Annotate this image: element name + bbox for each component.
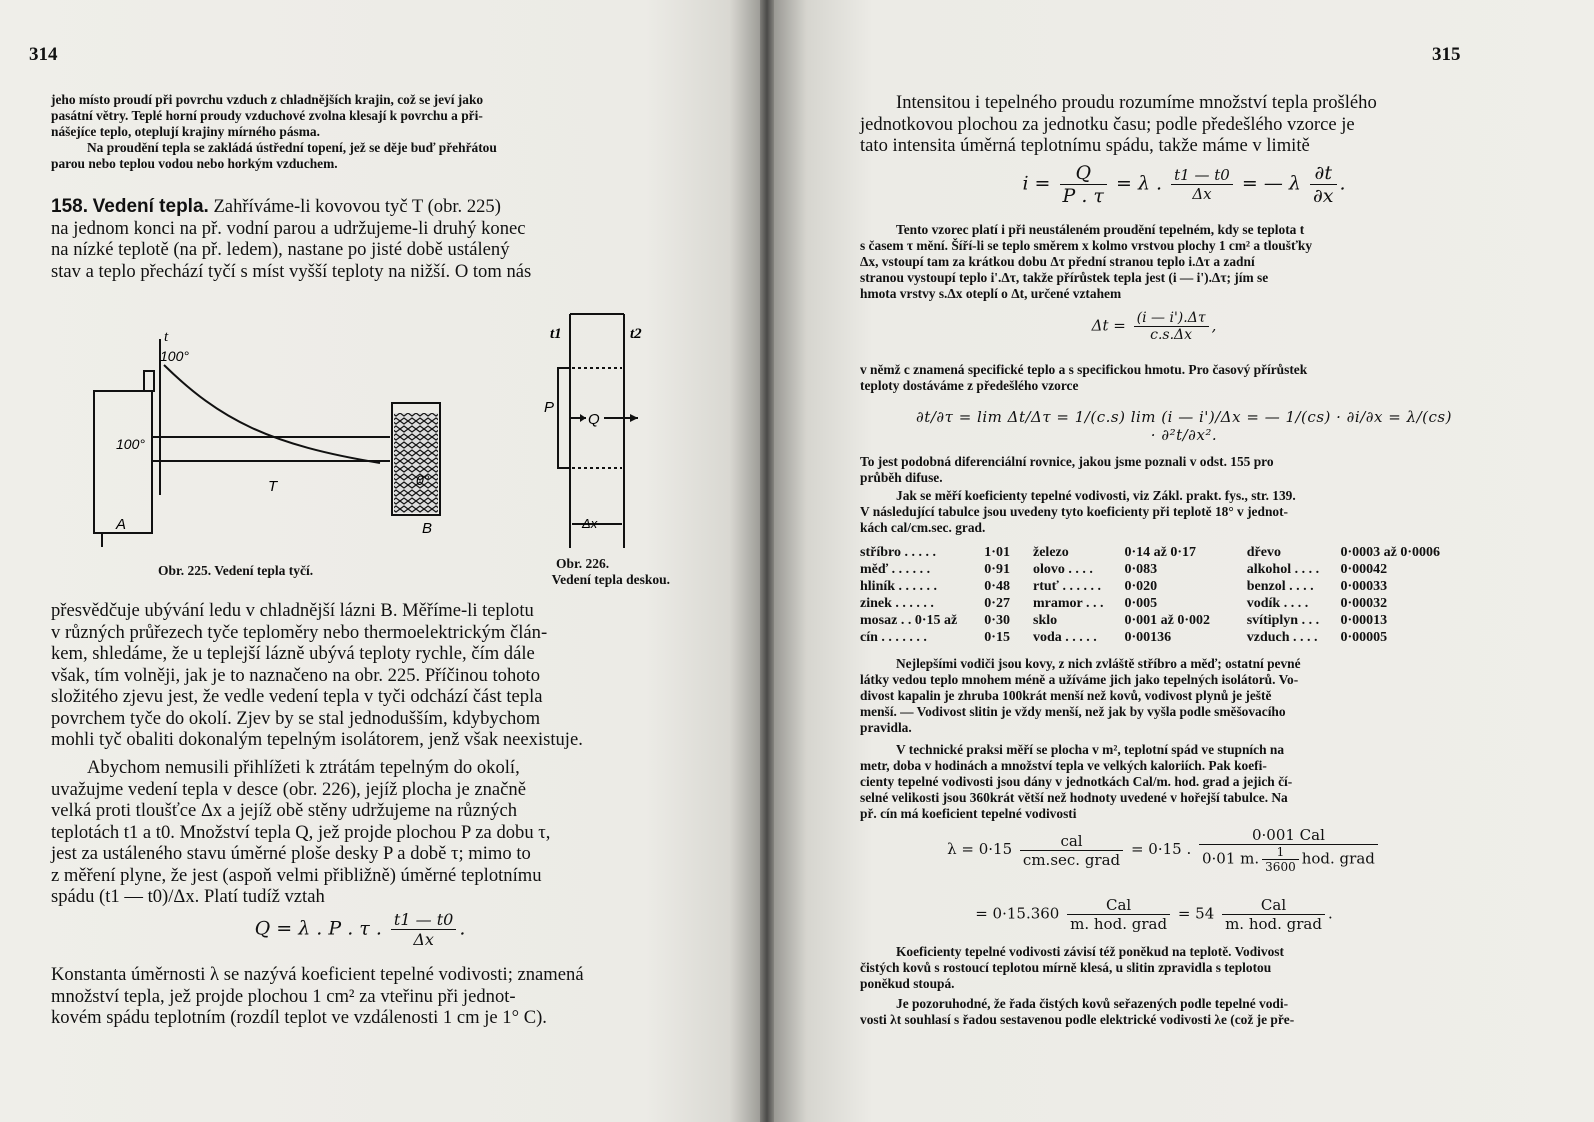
section-title: Vedení tepla. <box>92 196 209 217</box>
table-cell: 0·15 <box>984 629 1010 645</box>
text-line: v různých průřezech tyče teploměry nebo thermoelektrickým člán- <box>51 621 548 643</box>
text-line: na jednom konci na př. vodní parou a udržujeme-li druhý konec <box>51 217 526 239</box>
text-line: Na proudění tepla se zakládá ústřední topení, jež se děje buď přehřátou <box>87 140 497 155</box>
fig225-label-A: A <box>116 516 127 533</box>
text-line: cienty tepelné vodivosti jsou dány v jednotkách Cal/m. hod. grad a jejich čí- <box>860 774 1293 789</box>
text-line: z měření plyne, že jest (aspoň velmi přibližně) úměrné teplotnímu <box>51 864 542 886</box>
right-page <box>774 0 1594 1122</box>
formula-mid: = 54 <box>1177 904 1215 923</box>
table-cell: hliník . . . . . . <box>860 578 938 594</box>
fraction-denominator: 3600 <box>1265 860 1296 874</box>
text-line: uvažujme vedení tepla v desce (obr. 226), jejíž plocha je značně <box>51 778 526 800</box>
fraction-denominator: Δx <box>413 930 434 949</box>
fraction-numerator: 1 <box>1262 845 1299 860</box>
text-line: vosti λt souhlasí s řadou sestavenou podle elektrické vodivosti λe (což je pře- <box>860 1012 1295 1027</box>
text-line: velká proti tloušťce Δx a jejíž obě stěny udržujeme na různých <box>51 800 517 821</box>
fraction-denominator: m. hod. grad <box>1225 915 1322 933</box>
text-line: kovém spádu teplotním (rozdíl teplot ve vzdálenosti 1 cm je 1° C). <box>51 1007 547 1028</box>
text-line: hmota vrstvy s.Δx oteplí o Δt, určené vztahem <box>860 286 1122 301</box>
formula-fraction <box>1134 310 1209 343</box>
page-number-left: 314 <box>29 44 58 65</box>
table-cell: 0·27 <box>984 595 1010 611</box>
text-line: pravidla. <box>860 720 912 735</box>
fig226-label-t2: t2 <box>630 326 642 342</box>
formula-i <box>974 162 1394 207</box>
table-cell: dřevo <box>1246 544 1281 560</box>
table-cell: 0·30 <box>984 612 1010 628</box>
fraction-denominator: cm.sec. grad <box>1022 850 1121 869</box>
text-line: metr, doba v hodinách a množství tepla ve velkých kaloriích. Pak koefi- <box>860 758 1267 773</box>
fraction-numerator: 0·001 Cal <box>1199 826 1378 845</box>
fraction-denominator: ∂x <box>1312 185 1334 207</box>
formula-fraction <box>1020 832 1123 869</box>
fraction-numerator: t1 — t0 <box>1171 166 1233 185</box>
top-paragraph <box>51 92 669 172</box>
fig226-caption-line: Vedení tepla deskou. <box>551 572 670 587</box>
figure-226 <box>538 300 658 550</box>
table-cell: 0·00136 <box>1124 629 1172 645</box>
fig226-label-t1: t1 <box>550 326 562 342</box>
fig225-label-0: 0° <box>416 472 430 488</box>
paragraph-c <box>51 964 669 1029</box>
table-cell: měď . . . . . . <box>860 561 931 577</box>
text-line: selné velikosti jsou 360krát větší než hodnoty uvedené v hořejší tabulce. Na <box>860 790 1288 805</box>
text-line: V technické praksi měří se plocha v m², teplotní spád ve stupních na <box>896 742 1285 757</box>
table-cell: benzol . . . . <box>1246 578 1314 594</box>
text-line: př. cín má koeficient tepelné vodivosti <box>860 806 1077 821</box>
table-cell: 0·91 <box>984 561 1010 577</box>
text-line: Jak se měří koeficienty tepelné vodivosti, viz Zákl. prakt. fys., str. 139. <box>896 488 1296 503</box>
page-number-right: 315 <box>1432 44 1461 65</box>
formula-lhs: Δt = <box>1091 316 1126 335</box>
table-cell: olovo . . . . <box>1033 561 1093 577</box>
text-line: nášejíce teplo, oteplují krajiny mírného pásma. <box>51 124 320 139</box>
text-line: průběh difuse. <box>860 470 943 485</box>
text-line: mohli tyč obaliti dokonalým tepelným isolátorem, jenž však neexistuje. <box>51 729 583 750</box>
table-cell: 0·00033 <box>1340 578 1388 594</box>
formula-end: , <box>1211 316 1217 335</box>
formula-end: . <box>1327 904 1333 923</box>
table-cell: 0·00042 <box>1340 561 1388 577</box>
formula-fraction <box>1171 166 1233 203</box>
table-row <box>860 629 1480 646</box>
fig226-label-Q: Q <box>588 411 600 428</box>
text-line: Je pozoruhodné, že řada čistých kovů seřazených podle tepelné vodi- <box>896 996 1289 1011</box>
text-line: složitého zjevu jest, že vedle vedení tepla v tyči odchází část tepla <box>51 686 543 707</box>
formula-diff: ∂t/∂τ = lim Δt/Δτ = 1/(c.s) lim (i — i')/Δx = — 1/(cs) · ∂i/∂x = λ/(cs) · ∂²t/∂x². <box>916 408 1452 444</box>
text-line: spádu (t1 — t0)/Δx. Platí tudíž vztah <box>51 886 325 907</box>
text-line: Δx, vstoupí tam za krátkou dobu Δτ přední stranou teplo i.Δτ a zadní <box>860 254 1255 269</box>
paragraph-7 <box>860 944 1478 992</box>
fig225-label-T: T <box>268 478 278 495</box>
fraction-numerator: t1 — t0 <box>391 910 456 930</box>
text-line: přesvědčuje ubývání ledu v chladnější lázni B. Měříme-li teplotu <box>51 600 534 621</box>
fraction-numerator: Cal <box>1067 896 1170 915</box>
table-cell: 0·001 až 0·002 <box>1124 612 1211 628</box>
fig225-label-100-top: 100° <box>160 348 189 364</box>
table-cell: stříbro . . . . . <box>860 544 936 560</box>
table-cell: sklo <box>1033 612 1058 628</box>
left-page <box>0 0 760 1122</box>
fig225-label-t: t <box>164 329 169 345</box>
coefficient-table <box>860 544 1480 646</box>
inner-fraction <box>1262 845 1299 874</box>
table-row <box>860 595 1480 612</box>
text-line: stav a teplo přechází tyčí s míst vyšší teploty na nižší. O tom nás <box>51 260 532 282</box>
formula-fraction <box>1222 896 1325 933</box>
table-cell: 0·00005 <box>1340 629 1388 645</box>
book-gutter <box>760 0 774 1122</box>
table-cell: 0·00032 <box>1340 595 1388 611</box>
table-cell: rtuť . . . . . . <box>1033 578 1101 594</box>
text-line: povrchem tyče do okolí. Zjev by se stal jednodušším, kdybychom <box>51 707 541 729</box>
text-line: pasátní větry. Teplé horní proudy vzduchové zvolna klesají k povrchu a při- <box>51 108 483 123</box>
fig226-caption-line: Obr. 226. <box>556 556 610 571</box>
table-cell: voda . . . . . <box>1033 629 1097 645</box>
formula-mid: = λ . <box>1116 172 1163 195</box>
formula-eq: = — λ <box>1241 172 1301 195</box>
table-cell: 0·020 <box>1124 578 1158 594</box>
fig226-caption <box>508 556 670 588</box>
formula-fraction <box>1060 162 1107 207</box>
table-cell: 0·00013 <box>1340 612 1388 628</box>
text-line: parou nebo teplou vodou nebo horkým vzduchem. <box>51 156 338 171</box>
formula-lhs: λ = 0·15 <box>947 840 1013 858</box>
fig226-label-dx: Δx <box>582 516 598 531</box>
text-line: kem, shledáme, že u teplejší lázně ubývá teploty rychle, čím dále <box>51 643 535 664</box>
fraction-denominator: P . τ <box>1062 185 1104 207</box>
fraction-numerator: (i — i').Δτ <box>1134 310 1209 327</box>
table-cell: alkohol . . . . <box>1246 561 1320 577</box>
table-row <box>860 544 1480 561</box>
paragraph-2 <box>860 362 1478 394</box>
formula-Q <box>200 910 520 949</box>
text-line: jeho místo proudí při povrchu vzduch z chladnějších krajin, což se jeví jako <box>51 92 484 107</box>
text-line: v němž c znamená specifické teplo a s specifickou hmotu. Pro časový přírůstek <box>860 362 1308 377</box>
fraction-denominator <box>1199 845 1378 874</box>
formula-lhs: = 0·15.360 <box>975 904 1060 923</box>
formula-end: . <box>1339 172 1346 195</box>
formula-lhs: i = <box>1022 172 1051 195</box>
text-line: tato intensita úměrná teplotnímu spádu, takže máme v limitě <box>860 135 1310 156</box>
text-line: divost kapalin je zhruba 100krát menší než kovů, vodivost plynů je ještě <box>860 688 1272 703</box>
section-number: 158. <box>51 196 88 217</box>
table-cell: 1·01 <box>984 544 1010 560</box>
fig226-label-P: P <box>544 399 555 416</box>
denominator-part: hod. grad <box>1301 849 1375 868</box>
paragraph-3 <box>860 454 1478 486</box>
text-line: s časem τ mění. Šíří-li se teplo směrem x kolmo vrstvou plochy 1 cm² a tloušťky <box>860 238 1313 253</box>
formula-dt <box>1034 310 1274 343</box>
text-line: čistých kovů s rostoucí teplotou mírně klesá, u slitin zpravidla s teplotou <box>860 960 1272 975</box>
text-line: To jest podobná diferenciální rovnice, jakou jsme poznali v odst. 155 pro <box>860 454 1274 469</box>
paragraph-4 <box>860 488 1478 536</box>
formula-fraction <box>391 910 456 949</box>
table-row <box>860 578 1480 595</box>
text-line: jednotkovou plochou za jednotku času; podle předešlého vzorce je <box>860 113 1355 135</box>
fraction-numerator: ∂t <box>1310 162 1337 185</box>
formula-fraction <box>1310 162 1337 207</box>
table-row <box>860 561 1480 578</box>
table-cell: 0·48 <box>984 578 1010 594</box>
text-line: látky vedou teplo mnohem méně a užíváme jich jako tepelných isolátorů. Vo- <box>860 672 1299 687</box>
table-cell: vodík . . . . <box>1246 595 1309 611</box>
text-line: teploty dostáváme z předešlého vzorce <box>860 378 1079 393</box>
text-line: Konstanta úměrnosti λ se nazývá koeficient tepelné vodivosti; znamená <box>51 964 584 985</box>
text-line: menší. — Vodivost slitin je vždy menší, než jak by vyšla podle směšovacího <box>860 704 1286 719</box>
fig225-label-B: B <box>422 520 433 537</box>
table-cell: svítiplyn . . . <box>1246 612 1320 628</box>
text-line: však, tím volněji, jak je to naznačeno na obr. 225. Příčinou tohoto <box>51 664 541 686</box>
table-cell: zinek . . . . . . <box>860 595 934 611</box>
table-cell: 0·14 až 0·17 <box>1124 544 1197 560</box>
paragraph-5 <box>860 656 1478 736</box>
table-cell: cín . . . . . . . <box>860 629 927 645</box>
text-line: Intensitou i tepelného proudu rozumíme množství tepla prošlého <box>896 92 1377 113</box>
text-line: Abychom nemusili přihlížeti k ztrátám tepelným do okolí, <box>87 757 520 778</box>
table-cell: 0·005 <box>1124 595 1158 611</box>
text-line: poněkud stoupá. <box>860 976 955 991</box>
paragraph-6 <box>860 742 1478 822</box>
table-row <box>860 612 1480 629</box>
text-line: Nejlepšími vodiči jsou kovy, z nich zvláště stříbro a měď; ostatní pevné <box>896 656 1301 671</box>
fig225-caption: Obr. 225. Vedení tepla tyčí. <box>158 563 314 578</box>
formula-mid: = 0·15 . <box>1130 840 1192 858</box>
text-line: V následující tabulce jsou uvedeny tyto koeficienty při teplotě 18° v jednot- <box>860 504 1289 519</box>
formula-unit-2 <box>934 896 1374 933</box>
fraction-denominator: m. hod. grad <box>1070 915 1168 933</box>
text-line: Koeficienty tepelné vodivosti závisí též poněkud na teplotě. Vodivost <box>896 944 1284 959</box>
fraction-numerator: cal <box>1020 832 1123 851</box>
text-line: Zahříváme-li kovovou tyč T (obr. 225) <box>213 196 501 217</box>
section-158 <box>51 196 669 282</box>
paragraph-1 <box>860 222 1478 302</box>
text-line: množství tepla, jež projde plochou 1 cm² za vteřinu při jednot- <box>51 985 516 1007</box>
table-cell: železo <box>1033 544 1069 560</box>
denominator-part: 0·01 m. <box>1202 849 1260 868</box>
table-cell: vzduch . . . . <box>1246 629 1318 645</box>
fraction-numerator: Cal <box>1222 896 1325 915</box>
table-cell: 0·083 <box>1124 561 1158 577</box>
intro-paragraph <box>860 92 1478 157</box>
table-cell: mramor . . . <box>1033 595 1104 611</box>
text-line: kách cal/cm.sec. grad. <box>860 520 986 535</box>
formula-unit-1 <box>924 826 1404 874</box>
fraction-denominator: c.s.Δx <box>1150 327 1193 343</box>
paragraph-b <box>51 757 669 908</box>
fraction-denominator: Δx <box>1192 185 1212 203</box>
formula-fraction <box>1199 826 1378 874</box>
paragraph-8 <box>860 996 1478 1028</box>
text-line: na nízké teplotě (na př. ledem), nastane po jisté době ustálený <box>51 239 510 260</box>
text-line: stranou vystoupí teplo i'.Δτ, takže přírůstek tepla jest (i — i').Δτ; jím se <box>860 270 1269 285</box>
formula-fraction <box>1067 896 1170 933</box>
formula-lhs: Q = λ . P . τ . <box>254 917 382 940</box>
table-cell: 0·0003 až 0·0006 <box>1340 544 1441 560</box>
text-line: teplotách t1 a t0. Množství tepla Q, jež projde plochou P za dobu τ, <box>51 821 551 843</box>
table-cell: mosaz . . 0·15 až <box>860 612 958 628</box>
formula-end: . <box>459 917 466 940</box>
paragraph-a <box>51 600 669 751</box>
text-line: Tento vzorec platí i při neustáleném proudění tepelném, kdy se teplota t <box>896 222 1305 237</box>
fig225-label-100-box: 100° <box>116 436 145 452</box>
figure-225 <box>80 325 460 555</box>
text-line: jest za ustáleného stavu úměrné ploše desky P a době τ; mimo to <box>51 843 531 864</box>
fraction-numerator: Q <box>1060 162 1107 185</box>
